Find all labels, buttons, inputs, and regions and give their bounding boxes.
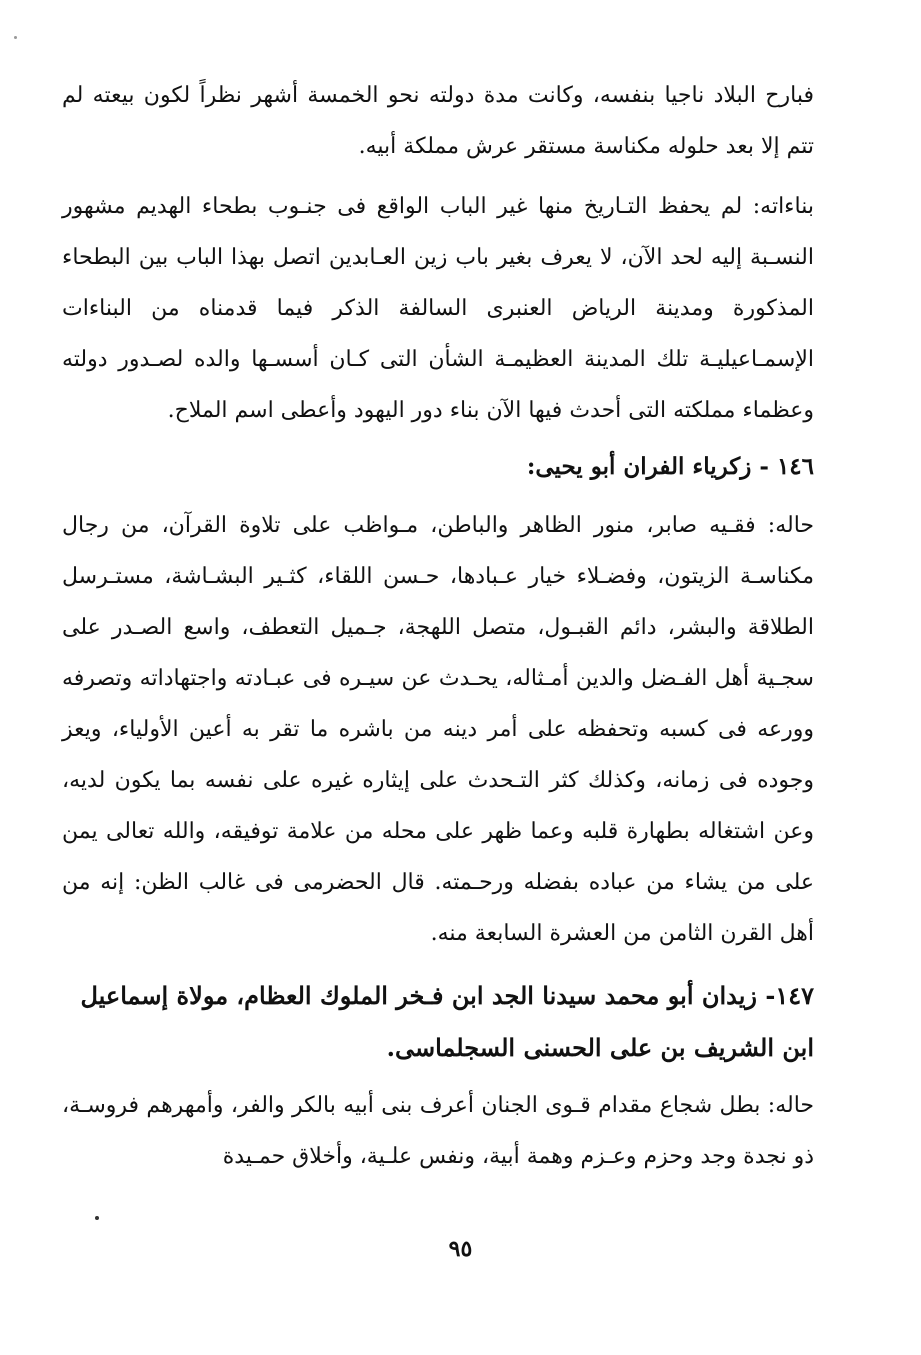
scan-speck <box>14 36 17 39</box>
paragraph-text: بطل شجاع مقدام قـوى الجنان أعرف بنى أبيه بالكر والفر، وأمهرهم فروسـة، ذو نجدة وجد وحزم وعـزم وهمة أبية، ونفس علـية، وأخلاق حمـيدة <box>62 1093 814 1169</box>
entry-heading-147: ١٤٧- زيدان أبو محمد سيدنا الجد ابن فـخر الملوك العظام، مولاة إسماعيل ابن الشريف بن على الحسنى السجلماسى. <box>80 981 814 1062</box>
paragraph-entry-147 <box>62 1080 814 1182</box>
paragraph-text: لم يحفظ التـاريخ منها غير الباب الواقع فى جنـوب بطحاء الهديم مشهور النسـبة إليه لحد الآن، لا يعرف بغير باب زين العـابدين اتصل بهذا الباب بين البطحاء المذكورة ومدينة الرياض العنبرى السالفة الذكر فيما قدمناه من البناءات الإسمـاعيليـة تلك المدينة العظيمـة الشأن التى كـان أسسـها والده لصـدور دولته وعظماء مملكته التى أحدث فيها الآن بناء دور اليهود وأعطى اسم الملاح. <box>62 194 814 423</box>
entry-heading-146: ١٤٦ - زكرياء الفران أبو يحيى: <box>526 453 814 480</box>
paragraph-text: فقـيه صابر، منور الظاهر والباطن، مـواظب على تلاوة القرآن، من رجال مكناسـة الزيتون، وفضـلاء خيار عـبادها، حـسن اللقاء، كثـير البشـاشة، مستـرسل الطلاقة والبشر، دائم القبـول، متصل اللهجة، جـميل التعطف، واسع الصـدر على سجـية أهل الفـضل والدين أمـثاله، يحـدث عن سيـره فى عبـادته واجتهاداته وتصرفه وورعه فى كسبه وتحفظه على أمر دينه من باشره ما تقر به أعين الأولياء، ويعز وجوده فى زمانه، وكذلك كثر التـحدث على إيثاره غيره على نفسه بما يكون لديه، وعن اشتغاله بطهارة قلبه وعما ظهر على محله من علامة توفيقه، والله تعالى يمن على من يشاء من عباده بفضله ورحـمته. قال الحضرمى فى غالب الظن: إنه من أهل القرن الثامن من العشرة السابعة منه. <box>62 513 814 946</box>
paragraph-label: حاله: <box>767 1093 814 1118</box>
paragraph-label: حاله: <box>767 513 814 538</box>
paragraph-entry-146 <box>62 500 814 959</box>
page-number: ٩٥ <box>448 1236 473 1262</box>
scan-speck <box>95 1216 99 1220</box>
paragraph-constructions <box>62 181 814 436</box>
paragraph-label: بناءاته: <box>752 194 814 219</box>
paragraph-continuation: فبارح البلاد ناجيا بنفسه، وكانت مدة دولته نحو الخمسة أشهر نظراً لكون بيعته لم تتم إلا بعد حلوله مكناسة مستقر عرش مملكة أبيه. <box>62 83 814 159</box>
